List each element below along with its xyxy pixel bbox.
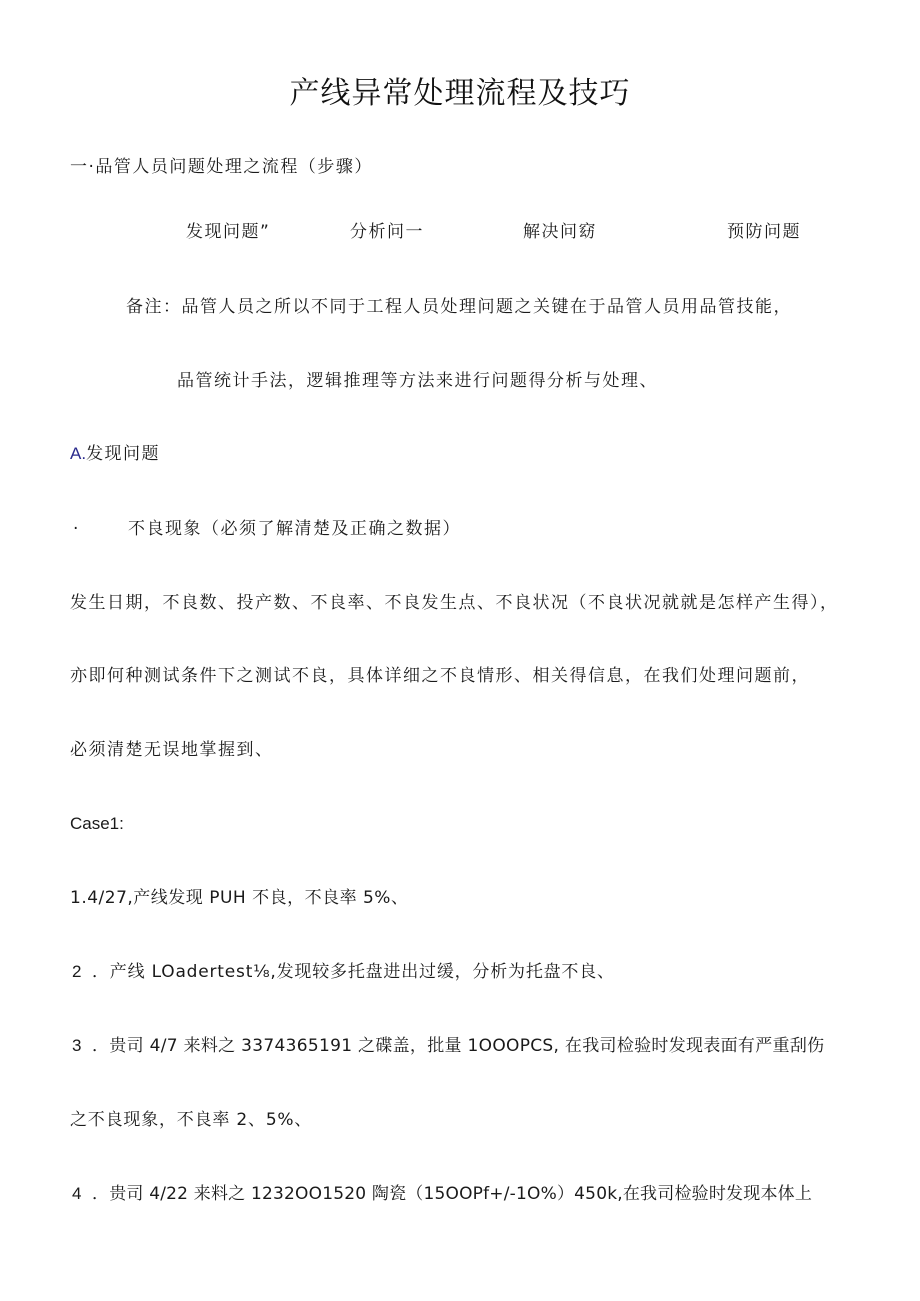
case-item-2-text: ．产线 LOadertest⅛,发现较多托盘进出过缓，分析为托盘不良、	[92, 962, 615, 982]
paragraph-line-2: 亦即何种测试条件下之测试不良，具体详细之不良情形、相关得信息，在我们处理问题前，	[70, 666, 810, 686]
note-line-1: 备注：品管人员之所以不同于工程人员处理问题之关键在于品管人员用品管技能，	[126, 297, 792, 317]
case-item-2-number: 2	[72, 962, 82, 981]
case-item-3-continuation: 之不良现象，不良率 2、5%、	[70, 1110, 313, 1130]
flow-step-prevent: 预防问题	[727, 222, 801, 242]
bullet-mark: ·	[73, 519, 80, 539]
page-title: 产线异常处理流程及技巧	[289, 76, 631, 111]
flow-step-solve: 解决问窈	[523, 222, 597, 242]
subsection-marker: A.	[70, 444, 87, 463]
flow-step-discover: 发现问题”	[186, 222, 271, 242]
case-item-1: 1.4/27,产线发现 PUH 不良，不良率 5%、	[70, 888, 409, 908]
flow-step-analyze: 分析问一	[350, 222, 424, 242]
section-heading: 一·品管人员问题处理之流程（步骤）	[70, 157, 373, 177]
note-line-2: 品管统计手法，逻辑推理等方法来进行问题得分析与处理、	[177, 371, 658, 391]
case-item-4-text: ．贵司 4/22 来料之 1232OO1520 陶瓷（15OOPf+/-1O%）450k,在我司检验时发现本体上	[92, 1184, 813, 1204]
case-label: Case1:	[70, 814, 124, 833]
case-item-3-number: 3	[72, 1036, 82, 1055]
subsection-text: 发现问题	[86, 444, 161, 464]
subsection-heading	[70, 443, 160, 465]
paragraph-line-1: 发生日期，不良数、投产数、不良率、不良发生点、不良状况（不良状况就就是怎样产生得），	[70, 593, 839, 613]
paragraph-line-3: 必须清楚无误地掌握到、	[70, 740, 274, 760]
bullet-text: 不良现象（必须了解清楚及正确之数据）	[128, 519, 461, 539]
case-item-3-text: ．贵司 4/7 来料之 3374365191 之碟盖，批量 1OOOPCS, 在我司检验时发现表面有严重刮伤	[92, 1036, 825, 1056]
case-item-4-number: 4	[72, 1184, 82, 1203]
